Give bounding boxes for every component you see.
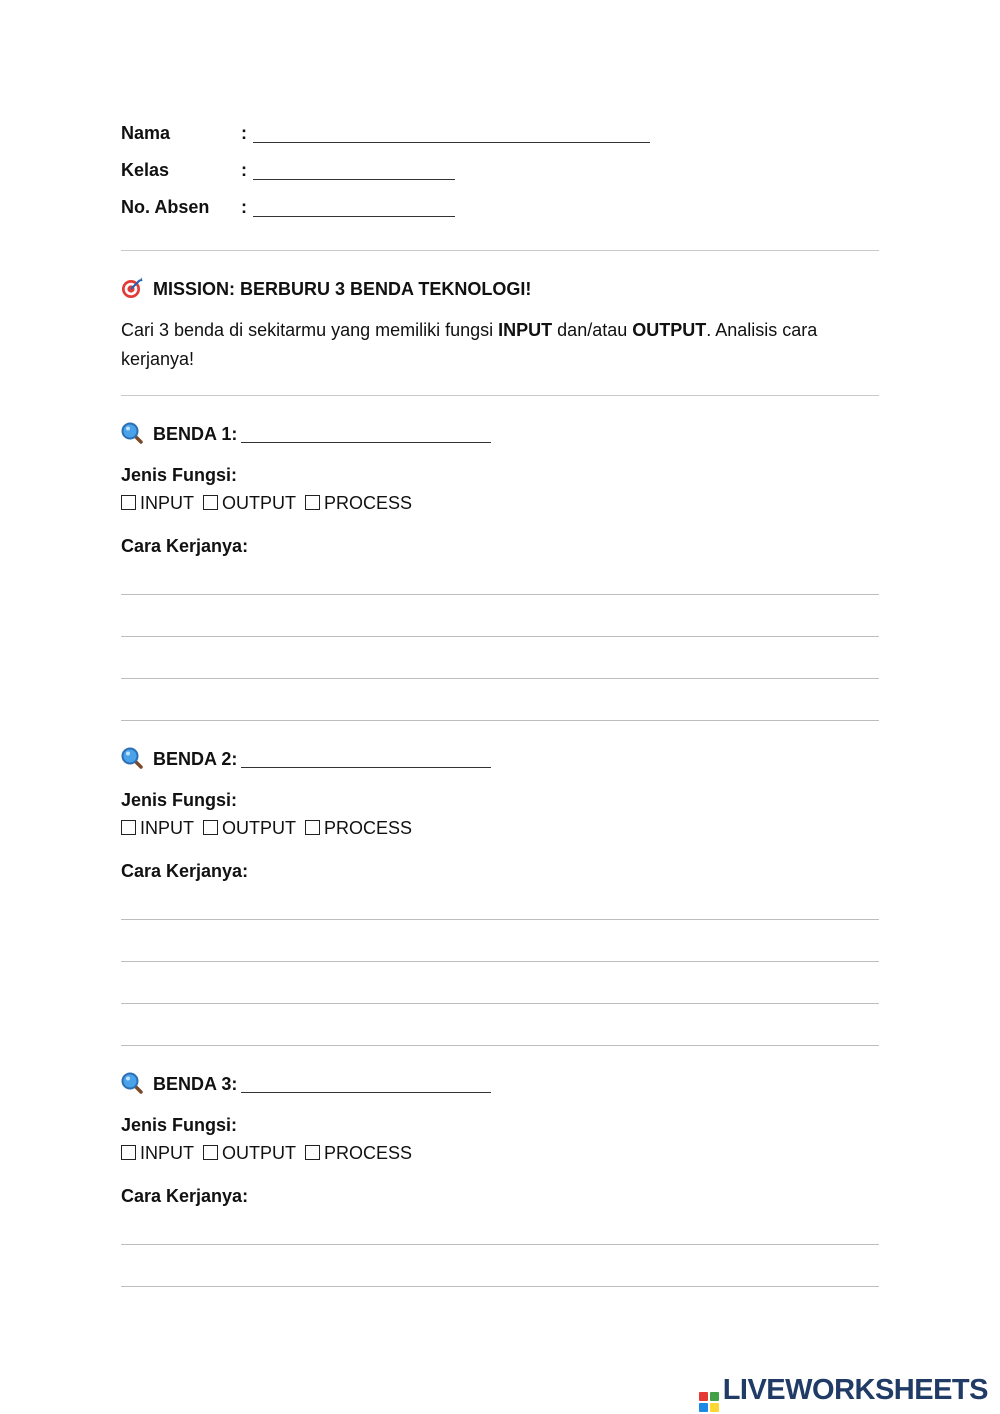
item-1-answer-line[interactable] (121, 678, 879, 679)
magnifier-icon (121, 1072, 143, 1094)
item-2-answer-line[interactable] (121, 961, 879, 962)
item-2-title: BENDA 2: (153, 749, 238, 769)
absen-label: No. Absen (121, 197, 210, 217)
item-3-answer-line[interactable] (121, 1244, 879, 1245)
magnifier-icon (121, 422, 143, 444)
item-2-process-checkbox[interactable] (305, 820, 320, 835)
liveworksheets-logo-icon (699, 1392, 719, 1412)
absen-field[interactable] (253, 216, 455, 217)
intro-text-start: Cari 3 benda di sekitarmu yang memiliki fungsi (121, 320, 499, 340)
item-3-input-checkbox[interactable] (121, 1145, 136, 1160)
item-1-process-checkbox[interactable] (305, 495, 320, 510)
name-colon: : (241, 123, 247, 143)
item-1-answer-line[interactable] (121, 594, 879, 595)
class-colon: : (241, 160, 247, 180)
item-2-output-checkbox[interactable] (203, 820, 218, 835)
item-2-answer-line[interactable] (121, 1045, 879, 1046)
divider (121, 250, 879, 251)
item-2-name-field[interactable] (241, 767, 491, 768)
intro-text-end: . Analisis cara kerjanya! (121, 320, 818, 369)
item-1-answer-line[interactable] (121, 636, 879, 637)
item-1-options (121, 492, 416, 514)
item-3-function-label: Jenis Fungsi: (121, 1115, 238, 1135)
target-icon (121, 277, 143, 299)
item-2-heading (121, 747, 491, 770)
class-field[interactable] (253, 179, 455, 180)
intro-output: OUTPUT (632, 320, 707, 340)
magnifier-icon (121, 747, 143, 769)
divider (121, 395, 879, 396)
item-1-answer-line[interactable] (121, 720, 879, 721)
item-1-title: BENDA 1: (153, 424, 238, 444)
item-3-how-label: Cara Kerjanya: (121, 1186, 249, 1206)
item-2-option-output: OUTPUT (222, 818, 297, 838)
item-1-output-checkbox[interactable] (203, 495, 218, 510)
mission-title: MISSION: BERBURU 3 BENDA TEKNOLOGI! (153, 279, 532, 299)
item-2-answer-line[interactable] (121, 1003, 879, 1004)
item-3-option-output: OUTPUT (222, 1143, 297, 1163)
item-2-function-label: Jenis Fungsi: (121, 790, 238, 810)
item-2-option-process: PROCESS (324, 818, 413, 838)
logo-text: LIVEWORKSHEETS (722, 1374, 988, 1406)
name-label: Nama (121, 123, 171, 143)
class-label: Kelas (121, 160, 170, 180)
item-1-name-field[interactable] (241, 442, 491, 443)
item-3-options (121, 1142, 416, 1164)
item-3-title: BENDA 3: (153, 1074, 238, 1094)
item-3-option-process: PROCESS (324, 1143, 413, 1163)
item-1-option-input: INPUT (140, 493, 194, 513)
item-3-answer-line[interactable] (121, 1286, 879, 1287)
item-1-how-label: Cara Kerjanya: (121, 536, 249, 556)
liveworksheets-logo[interactable] (699, 1374, 988, 1412)
item-1-option-process: PROCESS (324, 493, 413, 513)
mission-intro (121, 316, 881, 374)
item-1-heading (121, 422, 491, 445)
item-1-input-checkbox[interactable] (121, 495, 136, 510)
item-3-output-checkbox[interactable] (203, 1145, 218, 1160)
item-2-how-label: Cara Kerjanya: (121, 861, 249, 881)
item-2-input-checkbox[interactable] (121, 820, 136, 835)
item-3-name-field[interactable] (241, 1092, 491, 1093)
item-2-option-input: INPUT (140, 818, 194, 838)
item-1-function-label: Jenis Fungsi: (121, 465, 238, 485)
item-3-process-checkbox[interactable] (305, 1145, 320, 1160)
item-1-option-output: OUTPUT (222, 493, 297, 513)
name-field[interactable] (253, 142, 650, 143)
intro-input: INPUT (498, 320, 553, 340)
item-2-answer-line[interactable] (121, 919, 879, 920)
intro-text-mid: dan/atau (552, 320, 633, 340)
item-2-options (121, 817, 416, 839)
mission-heading (121, 277, 531, 300)
absen-colon: : (241, 197, 247, 217)
item-3-option-input: INPUT (140, 1143, 194, 1163)
item-3-heading (121, 1072, 491, 1095)
